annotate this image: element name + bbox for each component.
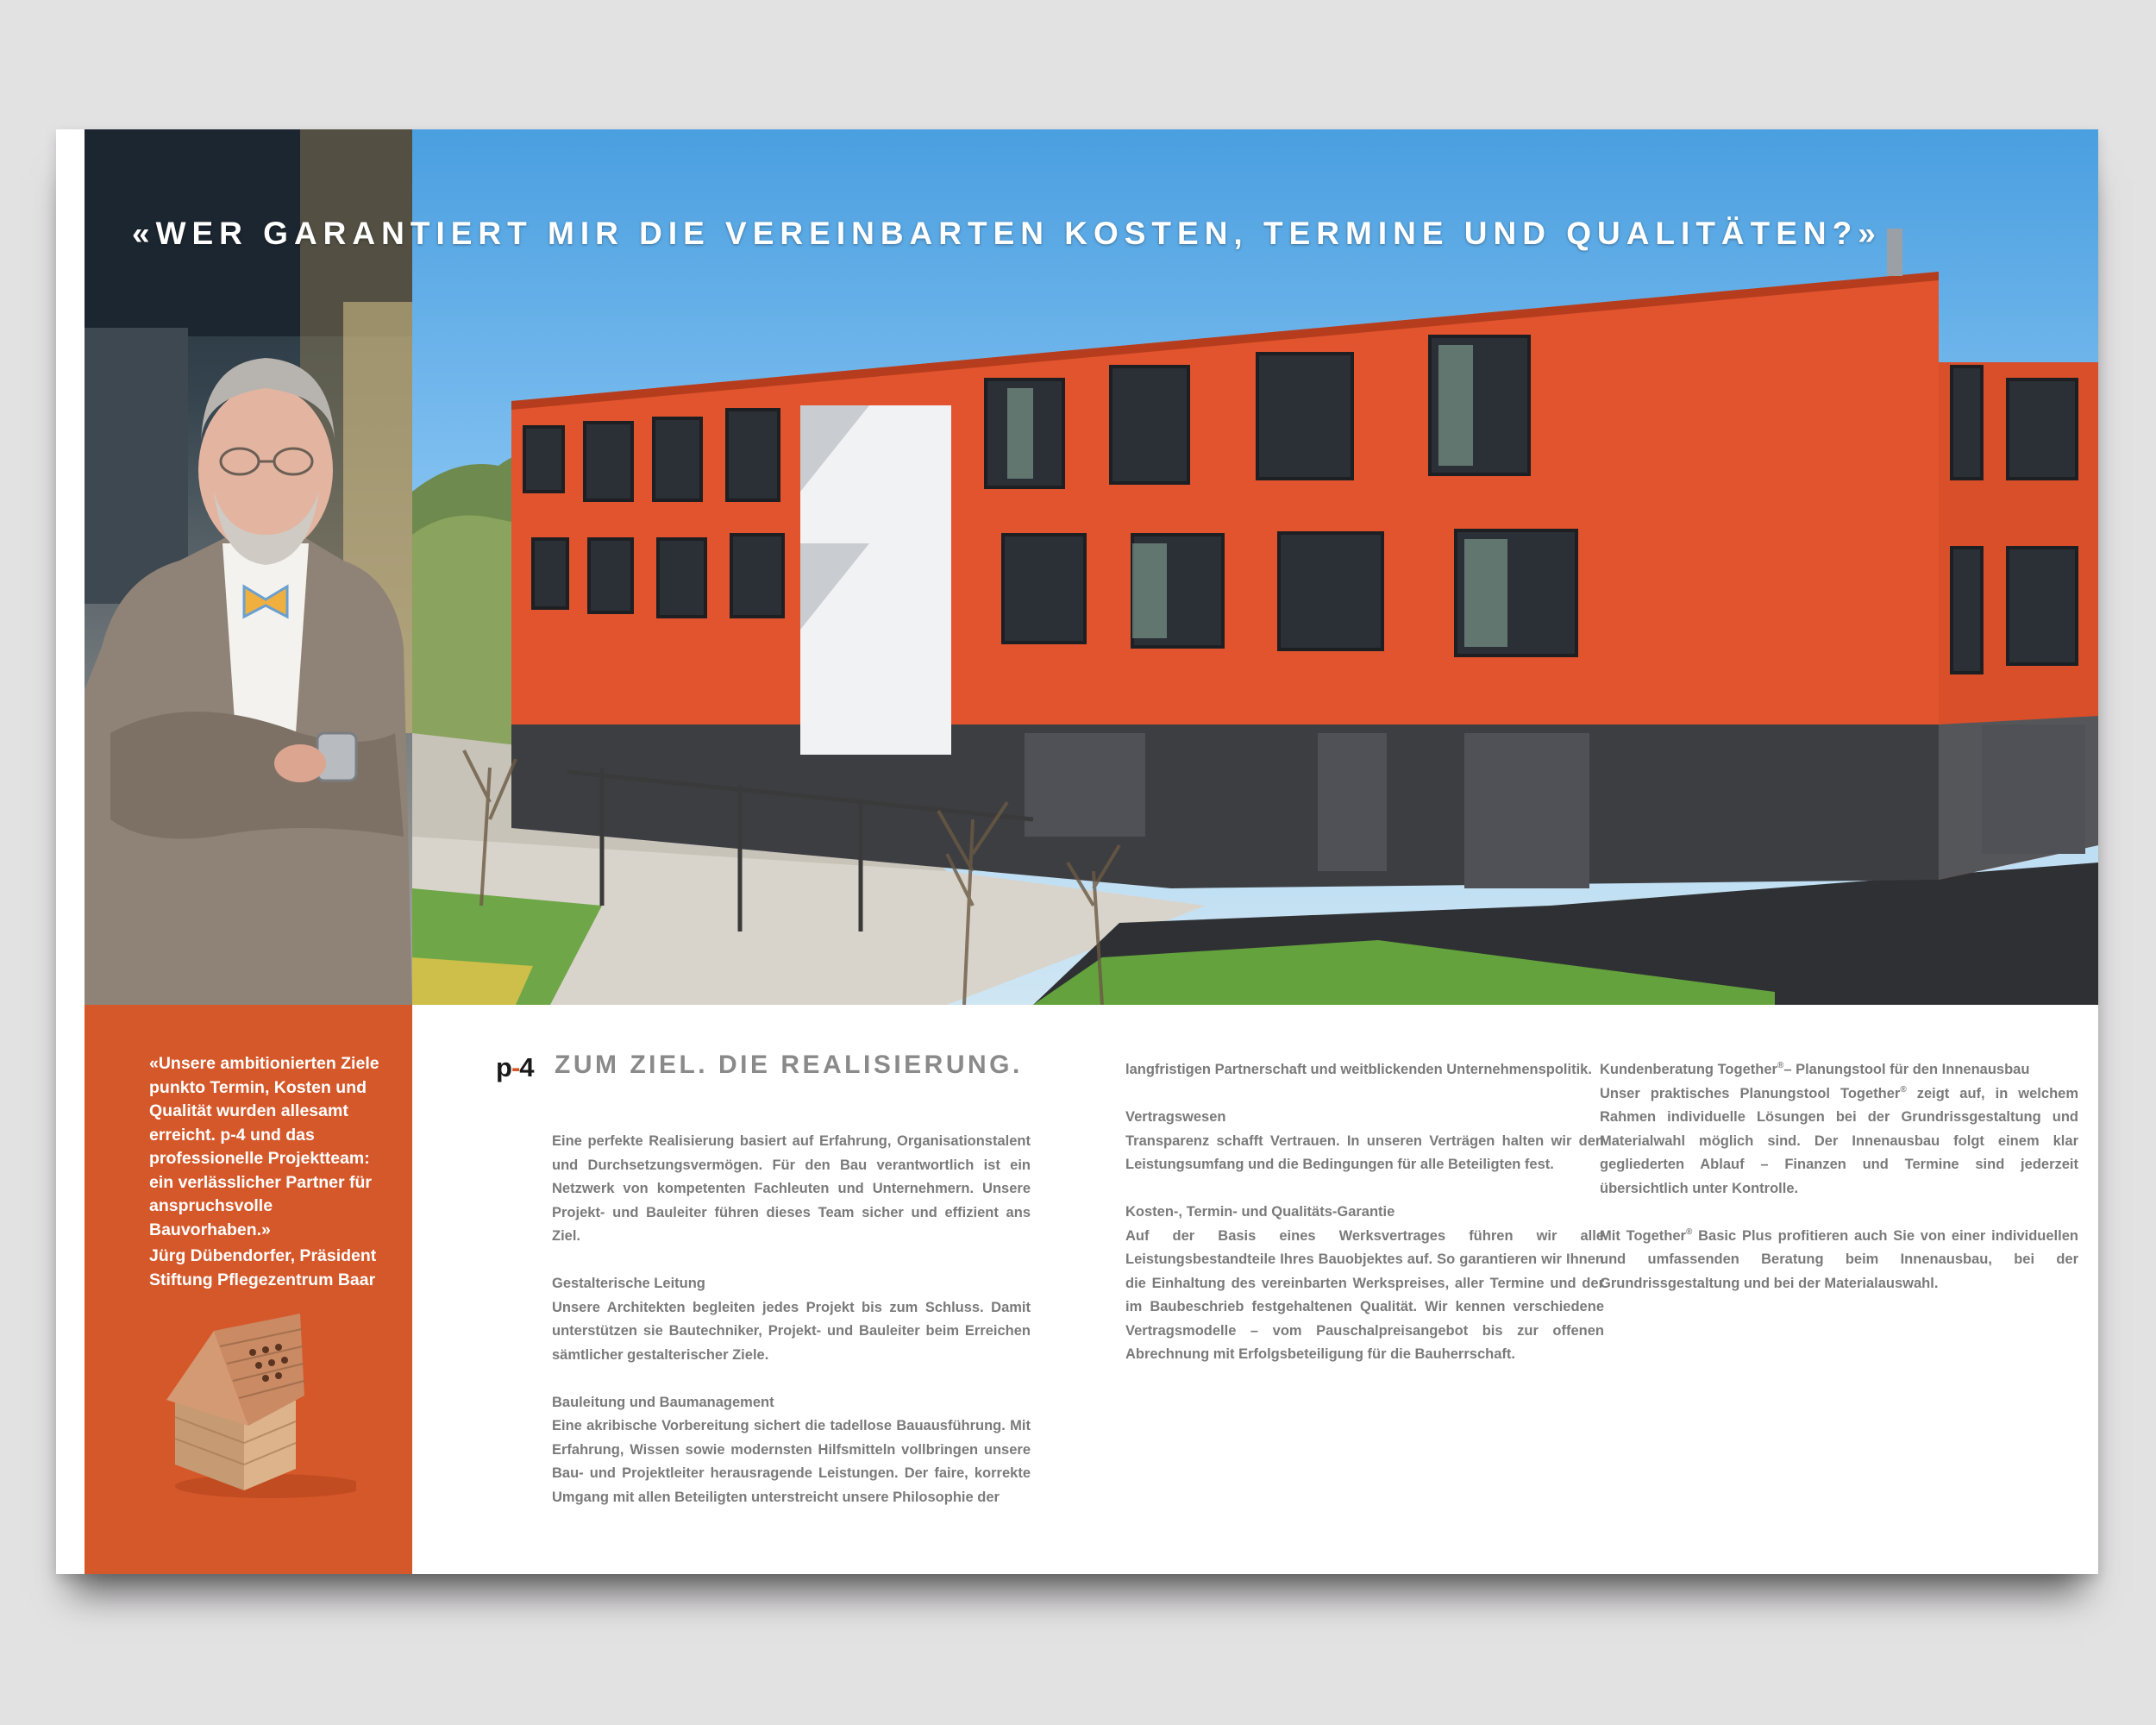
vertrag-heading: Vertragswesen	[1125, 1109, 1226, 1125]
text-column-2	[1125, 1058, 1604, 1390]
bauleitung-heading: Bauleitung und Baumanagement	[552, 1394, 774, 1410]
gestaltung-heading: Gestalterische Leitung	[552, 1276, 705, 1291]
logo-p: p	[496, 1052, 511, 1082]
basic-text-b: Basic Plus profitieren auch Sie von einer individuellen und umfassenden Beratung beim Innenausbau, bei der Grundrissgestaltung und bei der Materialauswahl.	[1600, 1227, 2078, 1291]
bauleitung-section	[552, 1391, 1031, 1510]
basic-plus-paragraph	[1600, 1225, 2078, 1296]
text-column-3	[1600, 1058, 2078, 1320]
vertrag-text: Transparenz schafft Vertrauen. In unseren Verträgen halten wir den Leistungsumfang und die Bedingungen für alle Beteiligten fest.	[1125, 1132, 1604, 1172]
beratung-text-a: Unser praktisches Planungstool Together	[1600, 1085, 1901, 1101]
registered-mark: ®	[1777, 1061, 1784, 1070]
intro-paragraph: Eine perfekte Realisierung basiert auf Erfahrung, Organisationstalent und Durchsetzungsvermögen. Für den Bau verantwortlich ist ein Netzwerk von kompetenten Fachleuten und Unternehmern. Unsere Projekt- und Bauleiter führen dieses Team sicher und effizient ans Ziel.	[552, 1133, 1031, 1244]
beratung-heading	[1600, 1058, 2078, 1082]
gestaltung-section	[552, 1272, 1031, 1367]
portrait-photo	[85, 129, 412, 1005]
testimonial-quote: «Unsere ambitionierten Ziele punkto Termin, Kosten und Qualität wurden allesamt erreicht. p-4 und das professionelle Projektteam: ein verlässlicher Partner für anspruchsvolle Bauvorhaben.»	[149, 1054, 379, 1239]
section-title: ZUM ZIEL. DIE REALISIERUNG.	[555, 1051, 1023, 1079]
beratung-text-b: zeigt auf, in welchem Rahmen individuelle Lösungen bei der Grundrissgestaltung und Materialwahl möglich sind. Der Innenausbau folgt einem klar gegliederten Ablauf – Finanzen und Termine sind jederzeit übersichtlich unter Kontrolle.	[1600, 1085, 2078, 1196]
logo-dash: -	[511, 1052, 520, 1082]
garantie-heading: Kosten-, Termin- und Qualitäts-Garantie	[1125, 1204, 1395, 1220]
bauleitung-continued: langfristigen Partnerschaft und weitblickenden Unternehmenspolitik.	[1125, 1062, 1592, 1077]
logo-four: 4	[519, 1052, 534, 1082]
basic-text-a: Mit Together	[1600, 1227, 1686, 1244]
garantie-text: Auf der Basis eines Werksvertrages führen wir alle Leistungsbestandteile Ihres Bauobjektes auf. So garantieren wir Ihnen die Einhaltung des vereinbarten Werkspreises, aller Termine und der im Baubeschrieb festgehaltenen Qualität. Wir kennen verschiedene Vertragsmodelle – vom Pauschalpreisangebot bis zur offenen Abrechnung mit Erfolgsbeteiligung für die Bauherrschaft.	[1125, 1227, 1604, 1362]
garantie-section	[1125, 1201, 1604, 1367]
headline: «WER GARANTIERT MIR DIE VEREINBARTEN KOSTEN, TERMINE UND QUALITÄTEN?»	[132, 216, 1882, 251]
brochure-spread	[56, 129, 2098, 1574]
beratung-heading-a: Kundenberatung Together	[1600, 1062, 1777, 1077]
beratung-heading-b: – Planungstool für den Innenausbau	[1783, 1062, 2030, 1077]
gestaltung-text: Unsere Architekten begleiten jedes Projekt bis zum Schluss. Damit unterstützen sie Bautechniker, Projekt- und Bauleiter beim Erreichen sämtlicher gestalterischer Ziele.	[552, 1299, 1031, 1363]
vertrag-section	[1125, 1106, 1604, 1177]
registered-mark: ®	[1900, 1084, 1907, 1095]
p4-logo	[496, 1052, 534, 1083]
brick-house-icon	[149, 1314, 356, 1503]
hero-photo	[85, 129, 2098, 1005]
registered-mark: ®	[1685, 1226, 1693, 1237]
testimonial-author: Jürg Dübendorfer, Präsident Stiftung Pflegezentrum Baar	[149, 1246, 377, 1289]
testimonial-sidebar	[85, 1005, 412, 1574]
person-portrait	[85, 129, 412, 1005]
bauleitung-text: Eine akribische Vorbereitung sichert die tadellose Bauausführung. Mit Erfahrung, Wissen sowie modernsten Hilfsmitteln vollbringen unsere Bau- und Projektleiter herausragende Leistungen. Der faire, korrekte Umgang mit allen Beteiligten unterstreicht unsere Philosophie der	[552, 1418, 1031, 1505]
text-column-1	[552, 1130, 1031, 1534]
beratung-section	[1600, 1058, 2078, 1201]
